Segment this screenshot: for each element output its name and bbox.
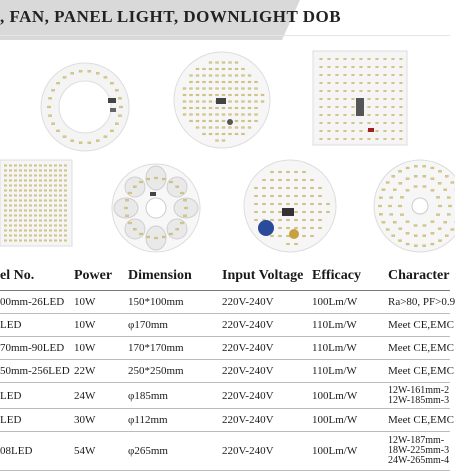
model-cell: 50mm-256LED: [0, 360, 62, 383]
model-cell: LED: [0, 409, 62, 432]
character-line: 24W-265mm-4: [388, 456, 450, 466]
round-module-image: [172, 50, 272, 150]
character-line: 12W-185mm-3: [388, 396, 450, 406]
character-cell: Meet CE,EMC: [380, 360, 450, 383]
col-power: Power: [62, 262, 120, 291]
square-panel-image: [0, 160, 74, 248]
col-dimension: Dimension: [120, 262, 200, 291]
power-cell: 24W: [62, 383, 120, 409]
divider: [0, 35, 450, 36]
voltage-cell: 220V-240V: [200, 291, 306, 314]
page-title: , FAN, PANEL LIGHT, DOWNLIGHT DOB: [0, 7, 341, 27]
table-row: [0, 360, 450, 383]
character-line: 12W-187mm-: [388, 436, 450, 446]
col-efficacy: Efficacy: [306, 262, 380, 291]
ring-module-image: [38, 60, 132, 154]
dimension-cell: φ185mm: [120, 383, 200, 409]
voltage-cell: 220V-240V: [200, 383, 306, 409]
efficacy-cell: 110Lm/W: [306, 337, 380, 360]
voltage-cell: 220V-240V: [200, 432, 306, 471]
power-cell: 54W: [62, 432, 120, 471]
col-model-no: el No.: [0, 262, 62, 291]
model-cell: LED: [0, 383, 62, 409]
dimension-cell: φ265mm: [120, 432, 200, 471]
dimension-cell: 250*250mm: [120, 360, 200, 383]
flower-module-image: [110, 162, 202, 254]
dimension-cell: 150*100mm: [120, 291, 200, 314]
round-driver-module-image: [242, 158, 338, 254]
power-cell: 30W: [62, 409, 120, 432]
character-line: 18W-225mm-3: [388, 446, 450, 456]
col-input-voltage: Input Voltage: [200, 262, 306, 291]
efficacy-cell: 110Lm/W: [306, 360, 380, 383]
character-cell: Meet CE,EMC: [380, 409, 450, 432]
voltage-cell: 220V-240V: [200, 409, 306, 432]
character-cell: [380, 383, 450, 409]
table-row: [0, 314, 450, 337]
efficacy-cell: 110Lm/W: [306, 314, 380, 337]
character-cell: [380, 432, 450, 471]
efficacy-cell: 100Lm/W: [306, 432, 380, 471]
voltage-cell: 220V-240V: [200, 337, 306, 360]
table-row: [0, 291, 450, 314]
voltage-cell: 220V-240V: [200, 360, 306, 383]
power-cell: 22W: [62, 360, 120, 383]
power-cell: 10W: [62, 337, 120, 360]
voltage-cell: 220V-240V: [200, 314, 306, 337]
character-line: 12W-161mm-2: [388, 386, 450, 396]
power-cell: 10W: [62, 314, 120, 337]
character-cell: Meet CE,EMC: [380, 314, 450, 337]
character-cell: Meet CE,EMC: [380, 337, 450, 360]
dimension-cell: 170*170mm: [120, 337, 200, 360]
col-character: Character: [380, 262, 450, 291]
table-header-row: [0, 262, 450, 291]
character-cell: Ra>80, PF>0.9: [380, 291, 450, 314]
model-cell: 08LED: [0, 432, 62, 471]
efficacy-cell: 100Lm/W: [306, 383, 380, 409]
square-module-image: [312, 50, 408, 146]
table-row: [0, 337, 450, 360]
efficacy-cell: 100Lm/W: [306, 409, 380, 432]
table-row: [0, 383, 450, 409]
dimension-cell: φ112mm: [120, 409, 200, 432]
efficacy-cell: 100Lm/W: [306, 291, 380, 314]
spec-table: [0, 262, 450, 471]
table-row: [0, 409, 450, 432]
model-cell: 00mm-26LED: [0, 291, 62, 314]
dimension-cell: φ170mm: [120, 314, 200, 337]
model-cell: LED: [0, 314, 62, 337]
model-cell: 70mm-90LED: [0, 337, 62, 360]
multi-ring-module-image: [372, 158, 450, 254]
table-row: [0, 432, 450, 471]
power-cell: 10W: [62, 291, 120, 314]
